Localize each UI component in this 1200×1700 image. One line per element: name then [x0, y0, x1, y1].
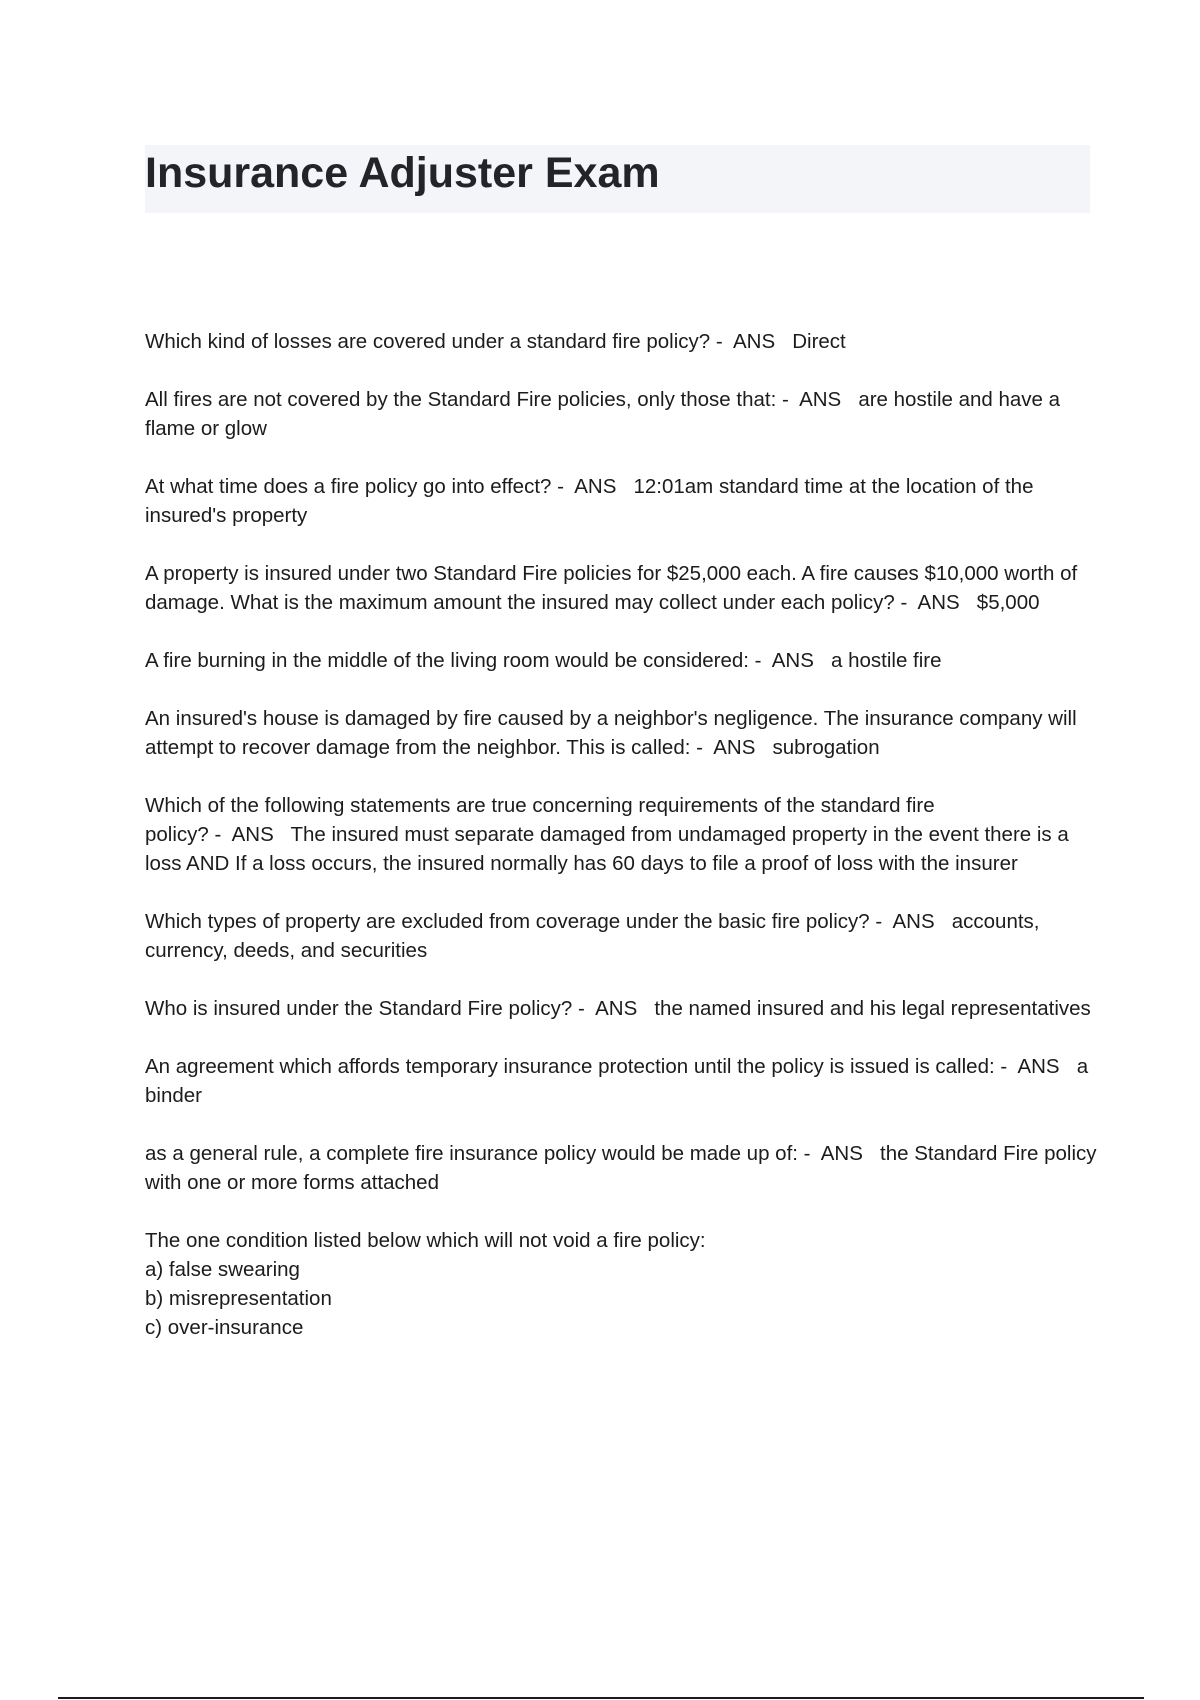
qa-item-1: [145, 327, 1100, 356]
question-text: Who is insured under the Standard Fire policy?: [145, 997, 573, 1020]
qa-item-7: [145, 791, 1100, 878]
footer-divider: [58, 1697, 1144, 1699]
answer-text: a binder: [145, 1055, 1094, 1107]
answer-text: the Standard Fire policy with one or more forms attached: [145, 1142, 1103, 1194]
answer-text: $5,000: [976, 591, 1040, 614]
answer-separator: - ANS: [710, 330, 793, 353]
answer-separator: - ANS: [551, 475, 634, 498]
answer-separator: - ANS: [894, 591, 977, 614]
answer-separator: - ANS: [869, 910, 952, 933]
answer-text: 12:01am standard time at the location of the insured's property: [145, 475, 1040, 527]
question-text: A fire burning in the middle of the living room would be considered:: [145, 649, 749, 672]
answer-text: the named insured and his legal representatives: [654, 997, 1091, 1020]
option-b: b) misrepresentation: [145, 1287, 332, 1310]
question-text: Which kind of losses are covered under a standard fire policy?: [145, 330, 711, 353]
answer-text: subrogation: [772, 736, 880, 759]
answer-text: Direct: [792, 330, 846, 353]
qa-item-11: [145, 1139, 1103, 1197]
qa-item-5: [145, 646, 1100, 675]
question-text: All fires are not covered by the Standard Fire policies, only those that:: [145, 388, 777, 411]
question-text: Which types of property are excluded from coverage under the basic fire policy?: [145, 910, 870, 933]
option-c: c) over-insurance: [145, 1316, 304, 1339]
question-text: The one condition listed below which will not void a fire policy:: [145, 1229, 706, 1252]
question-text: as a general rule, a complete fire insurance policy would be made up of:: [145, 1142, 798, 1165]
option-a: a) false swearing: [145, 1258, 300, 1281]
question-text: At what time does a fire policy go into effect?: [145, 475, 552, 498]
answer-text: are hostile and have a flame or glow: [145, 388, 1066, 440]
qa-item-8: [145, 907, 1100, 965]
qa-item-12: [145, 1226, 1100, 1342]
answer-separator: - ANS: [994, 1055, 1077, 1078]
answer-separator: - ANS: [208, 823, 291, 846]
qa-item-9: [145, 994, 1100, 1023]
answer-separator: - ANS: [776, 388, 859, 411]
answer-separator: - ANS: [748, 649, 831, 672]
answer-separator: - ANS: [690, 736, 773, 759]
qa-item-2: [145, 385, 1100, 443]
answer-text: a hostile fire: [831, 649, 942, 672]
answer-text: The insured must separate damaged from undamaged property in the event there is a loss AND If a loss occurs, the insured normally has 60 days to file a proof of loss with the insurer: [145, 823, 1075, 875]
question-text: An insured's house is damaged by fire caused by a neighbor's negligence. The insurance company will attempt to recover damage from the neighbor. This is called:: [145, 707, 1083, 759]
qa-item-3: [145, 472, 1100, 530]
answer-text: accounts, currency, deeds, and securities: [145, 910, 1046, 962]
question-text: Which of the following statements are true concerning requirements of the standard fire policy?: [145, 794, 941, 846]
question-text: An agreement which affords temporary insurance protection until the policy is issued is called:: [145, 1055, 995, 1078]
answer-separator: - ANS: [572, 997, 655, 1020]
qa-list: [145, 327, 1103, 1342]
question-text: A property is insured under two Standard Fire policies for $25,000 each. A fire causes $10,000 worth of damage. What is the maximum amount the insured may collect under each policy?: [145, 562, 1083, 614]
qa-item-10: [145, 1052, 1100, 1110]
qa-item-4: [145, 559, 1100, 617]
qa-item-6: [145, 704, 1100, 762]
page-title: Insurance Adjuster Exam: [145, 149, 660, 197]
answer-separator: - ANS: [797, 1142, 880, 1165]
